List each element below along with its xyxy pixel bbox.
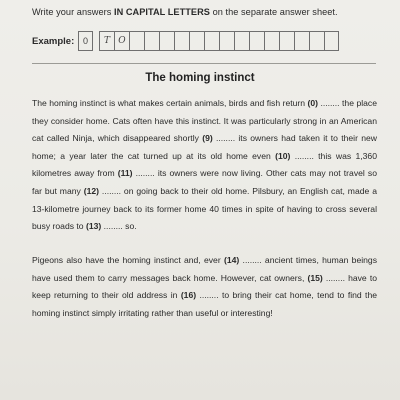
passage-text: The homing instinct is what makes certain animals, birds and fish return (32, 98, 308, 108)
example-empty-box (219, 31, 234, 51)
example-empty-box (159, 31, 174, 51)
example-empty-box (294, 31, 309, 51)
instruction-line (32, 7, 338, 17)
gap-number: (12) (83, 185, 100, 196)
gap-number: (9) (202, 133, 213, 144)
passage-text: Pigeons also have the homing instinct and, ever (32, 255, 224, 265)
passage-text: ........ ancient times, human beings have used them to carry messages back home. However, cat owners, (32, 255, 377, 283)
example-empty-box (309, 31, 324, 51)
gap-number: (14) (223, 255, 240, 265)
passage-title: The homing instinct (145, 72, 255, 84)
instruction-suffix: on the separate answer sheet. (209, 7, 338, 17)
example-empty-box (144, 31, 159, 51)
example-empty-box (129, 31, 144, 51)
example-label: Example: (32, 35, 75, 47)
example-empty-box (204, 31, 219, 51)
example-empty-box (264, 31, 279, 51)
example-row (32, 31, 339, 51)
passage-text: ........ to bring their cat home, tend to find the homing instinct simply irritating rather than useful or interesting! (32, 290, 378, 318)
section-divider (32, 63, 376, 64)
example-empty-box (234, 31, 249, 51)
passage-text: ........ its owners had taken it to their new home; a year later the cat turned up at its old home even (32, 133, 377, 161)
gap-number: (0) (307, 98, 319, 108)
passage-text: ........ this was 1,360 kilometres away from (32, 150, 377, 179)
passage-text: ........ on going back to their old home. Pilsbury, an English cat, made a 13-kilometre journey back to its former home 40 times in spite of having to cross several busy roads to (32, 185, 377, 232)
gap-number: (15) (307, 272, 323, 283)
passage-paragraph-1 (32, 95, 377, 236)
gap-number: (16) (180, 290, 197, 301)
passage-text: ........ so. (101, 221, 137, 232)
example-number-box: 0 (78, 31, 93, 51)
passage-text: ........ have to keep returning to their old address in (32, 272, 377, 301)
example-empty-box (189, 31, 204, 51)
example-empty-box (279, 31, 294, 51)
passage-paragraph-2 (32, 252, 377, 322)
example-empty-box (174, 31, 189, 51)
example-empty-box (324, 31, 339, 51)
passage-text: ........ its owners were now living. Other cats may not travel so far but many (32, 168, 377, 196)
passage-text: ........ the place they consider home. Cats often have this instinct. It was particularly strong in an American cat called Ninja, which disappeared shortly (32, 98, 377, 144)
example-letter-box: T (99, 31, 114, 51)
example-empty-box (249, 31, 264, 51)
gap-number: (11) (117, 168, 133, 179)
example-answer-boxes (78, 31, 339, 51)
instruction-prefix: Write your answers (32, 7, 114, 17)
gap-number: (13) (85, 221, 102, 232)
example-letter-box: O (114, 31, 129, 51)
gap-number: (10) (275, 150, 291, 161)
instruction-emphasis: IN CAPITAL LETTERS (113, 7, 210, 17)
